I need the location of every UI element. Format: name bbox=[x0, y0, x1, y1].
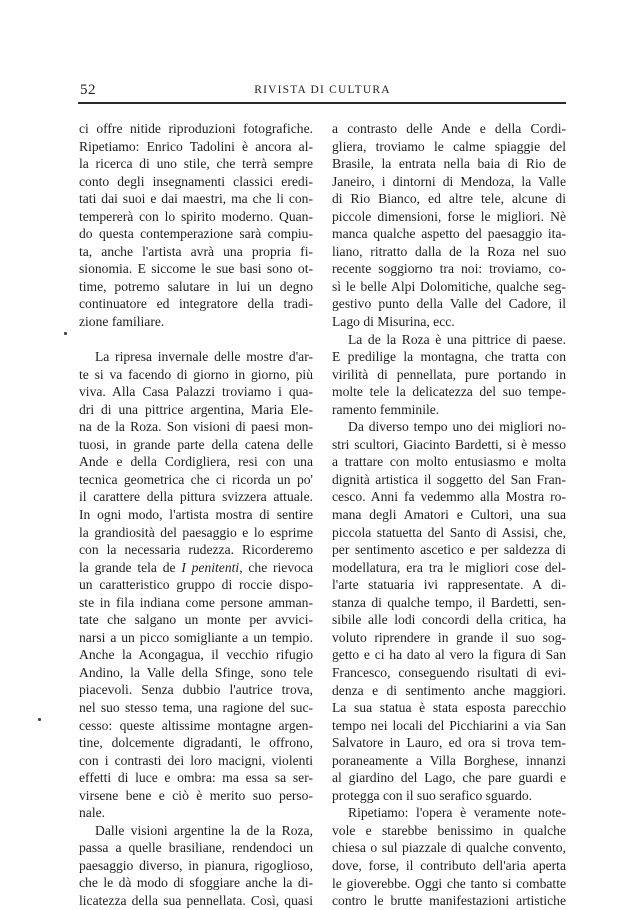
text-line: La sua statua è stata esposta parecchio bbox=[332, 700, 566, 716]
text-line: do questa contemperazione sarà compiu- bbox=[79, 226, 313, 242]
text-line: gestivo punto della Valle del Cadore, il bbox=[332, 296, 566, 312]
text-line: il carattere della pittura svizzera attuale. bbox=[79, 489, 313, 505]
text-line: la ricerca di uno stile, che terrà sempre bbox=[79, 156, 313, 172]
text-line: mana degli Amatori e Cultori, una sua bbox=[332, 507, 566, 523]
text-line: modellatura, era tra le migliori cose del- bbox=[332, 559, 566, 575]
text-line: time, potremo salutare in lui un degno bbox=[79, 278, 313, 294]
scan-speck bbox=[38, 718, 41, 721]
text-line: La de la Roza è una pittrice di paese. bbox=[348, 331, 566, 347]
text-line: Dalle visioni argentine la de la Roza, bbox=[95, 822, 313, 838]
scan-speck bbox=[64, 332, 67, 335]
left-column bbox=[79, 120, 313, 910]
text-line: denza e di sentimento anche maggiori. bbox=[332, 682, 566, 698]
text-line: zione familiare. bbox=[79, 314, 165, 330]
text-line: a contrasto delle Ande e della Cordi- bbox=[332, 121, 566, 136]
running-header bbox=[80, 80, 565, 102]
text-line: poraneamente a Villa Borghese, innanzi bbox=[332, 752, 566, 768]
text-line: passa a quelle brasiliane, rendendoci un bbox=[79, 840, 313, 856]
text-line: protegga con il suo serafico sguardo. bbox=[332, 787, 533, 803]
header-rule bbox=[78, 102, 566, 104]
text-line: tecnica geometrica che ci ricorda un po' bbox=[79, 471, 313, 487]
text-line: Lago di Misurina, ecc. bbox=[332, 314, 455, 330]
text-line: per sentimento ascetico e per saldezza di bbox=[332, 542, 566, 558]
text-line: molte tele la delicatezza del suo tempe- bbox=[332, 384, 566, 400]
text-line: Ripetiamo: l'opera è veramente note- bbox=[348, 805, 566, 821]
text-line: gliera, troviamo le calme spiaggie del bbox=[332, 138, 566, 154]
text-line: narsi a un picco somigliante a un tempio. bbox=[79, 629, 313, 645]
text-line: con la necessaria rudezza. Ricorderemo bbox=[79, 542, 313, 558]
right-column bbox=[332, 120, 566, 910]
text-line: Anche la Acongagua, il vecchio rifugio bbox=[79, 647, 313, 663]
text-line: effetti di luce e ombra: ma essa sa ser- bbox=[79, 770, 313, 786]
text-line: ta, anche l'artista avrà una propria fi- bbox=[79, 243, 313, 259]
text-line: l'arte statuaria ivi rappresentate. A di- bbox=[332, 577, 566, 593]
text-line: stanza di qualche tempo, il Bardetti, sen- bbox=[332, 594, 566, 610]
text-line: Janeiro, i dintorni di Mendoza, la Valle bbox=[332, 173, 566, 189]
text-line: dignità artistica il soggetto del San Fran- bbox=[332, 471, 566, 487]
text-line: La ripresa invernale delle mostre d'ar- bbox=[95, 349, 313, 365]
text-line: le gioverebbe. Oggi che tanto si combatte bbox=[332, 875, 566, 891]
text-line: manca qualche aspetto del paesaggio ita- bbox=[332, 226, 566, 242]
text-line: tine, dolcemente digradanti, le offrono, bbox=[79, 735, 313, 751]
text-line: contro le brutte manifestazioni artistiche bbox=[332, 893, 566, 909]
text-line: sibile alle lodi concordi della critica, ha bbox=[332, 612, 566, 628]
text-line: piccola statuetta del Santo di Assisi, che, bbox=[332, 524, 566, 540]
text-line: tati dai suoi e dai maestri, ma che li con- bbox=[79, 191, 313, 207]
text-line: sì le belle Alpi Dolomitiche, qualche seg- bbox=[332, 278, 566, 294]
text-line: viva. Alla Casa Palazzi troviamo i qua- bbox=[79, 384, 313, 400]
text-line: tempo nei locali del Picchiarini a via San bbox=[332, 717, 566, 733]
text-line: cesco. Anni fa vedemmo alla Mostra ro- bbox=[332, 489, 566, 505]
paragraph bbox=[332, 331, 566, 419]
text-line: Brasile, la entrata nella baia di Rio de bbox=[332, 156, 566, 172]
text-line: licatezza della sua pennellata. Così, quasi bbox=[79, 893, 313, 909]
paragraph bbox=[79, 120, 313, 331]
text-line: di Rio Bianco, ed altre tele, alcune di bbox=[332, 191, 566, 207]
text-line: dove, forse, il contributo dell'aria aperta bbox=[332, 857, 566, 873]
text-line: un caratteristico gruppo di roccie dispo- bbox=[79, 577, 313, 593]
text-line: In ogni modo, l'artista mostra di sentire bbox=[79, 506, 313, 522]
text-line: voluto riprendere in grande il suo sog- bbox=[332, 629, 566, 645]
text-line: conto degli insegnamenti classici eredi- bbox=[79, 173, 313, 189]
text-line: virilità di pennellata, pure portando in bbox=[332, 366, 566, 382]
paragraph bbox=[79, 348, 313, 822]
page-number: 52 bbox=[80, 82, 96, 98]
text-line: Da diverso tempo uno dei migliori no- bbox=[348, 419, 566, 435]
text-line: sionomia. E siccome le sue basi sono ot- bbox=[79, 261, 313, 277]
text-line: tuosi, in grande parte della catena delle bbox=[79, 436, 313, 452]
text-line: virsene bene e ciò è merito suo perso- bbox=[79, 787, 313, 803]
text-line: Andino, la Valle della Sfinge, sono tele bbox=[79, 664, 313, 680]
paragraph bbox=[332, 120, 566, 331]
text-line: cesso: queste altissime montagne argen- bbox=[79, 717, 313, 733]
text-line: ramento femminile. bbox=[332, 401, 440, 417]
text-line: la grandiosità del paesaggio e lo esprime bbox=[79, 524, 313, 540]
text-line: stri scultori, Giacinto Bardetti, si è messo bbox=[332, 436, 566, 452]
paragraph bbox=[332, 418, 566, 804]
text-line: al giardino del Lago, che pare guardi e bbox=[332, 770, 566, 786]
text-line: liano, ritratto dalla de la Roza nel suo bbox=[332, 243, 566, 259]
text-line: getto e ci ha dato al vero la figura di San bbox=[332, 647, 566, 663]
text-line: nale. bbox=[79, 805, 106, 821]
text-line: Francesco, conseguendo risultati di evi- bbox=[332, 664, 566, 680]
text-line: piacevoli. Senza dubbio l'autrice trova, bbox=[79, 682, 313, 698]
text-line: na de la Roza. Son visioni di paesi mon- bbox=[79, 419, 313, 435]
running-title: RIVISTA DI CULTURA bbox=[254, 84, 391, 96]
text-line: Ripetiamo: Enrico Tadolini è ancora al- bbox=[79, 138, 313, 154]
paragraph bbox=[332, 804, 566, 909]
text-line: Ande e della Cordigliera, resi con una bbox=[79, 454, 313, 470]
text-line: che le dà modo di sfoggiare anche la di- bbox=[79, 875, 313, 891]
text-line: con i contrasti dei loro macigni, violenti bbox=[79, 752, 313, 768]
text-line: a trattare con molto entusiasmo e molta bbox=[332, 454, 566, 470]
text-line: continuatore ed integratore della tradi- bbox=[79, 296, 313, 312]
text-line: recente soggiorno tra noi: troviamo, co- bbox=[332, 261, 566, 277]
text-line: tempererà con lo spirito moderno. Quan- bbox=[79, 208, 313, 224]
text-line: vole e starebbe benissimo in qualche bbox=[332, 822, 566, 838]
paragraph bbox=[79, 822, 313, 910]
text-line: ci offre nitide riproduzioni fotografiche. bbox=[79, 121, 313, 136]
text-line: paesaggio diverso, in pianura, rigoglioso, bbox=[79, 857, 313, 873]
text-line: tate che salgano un monte per avvici- bbox=[79, 612, 313, 628]
text-line: te si va facendo di giorno in giorno, più bbox=[79, 366, 313, 382]
text-line: Salvatore in Lauro, ed ora si trova tem- bbox=[332, 735, 566, 751]
text-line: ste in fila indiana come persone amman- bbox=[79, 594, 313, 610]
text-line: piccole dimensioni, forse le migliori. Nè bbox=[332, 208, 566, 224]
text-line: nel suo stesso tema, una ragione del suc- bbox=[79, 700, 313, 715]
text-line: la grande tela de I penitenti, che rievoca bbox=[79, 559, 314, 575]
text-line: chiesa o sul piazzale di qualche convento, bbox=[332, 840, 566, 856]
text-line: E predilige la montagna, che tratta con bbox=[332, 349, 566, 365]
text-line: dri di una pittrice argentina, Maria Ele- bbox=[79, 401, 313, 417]
